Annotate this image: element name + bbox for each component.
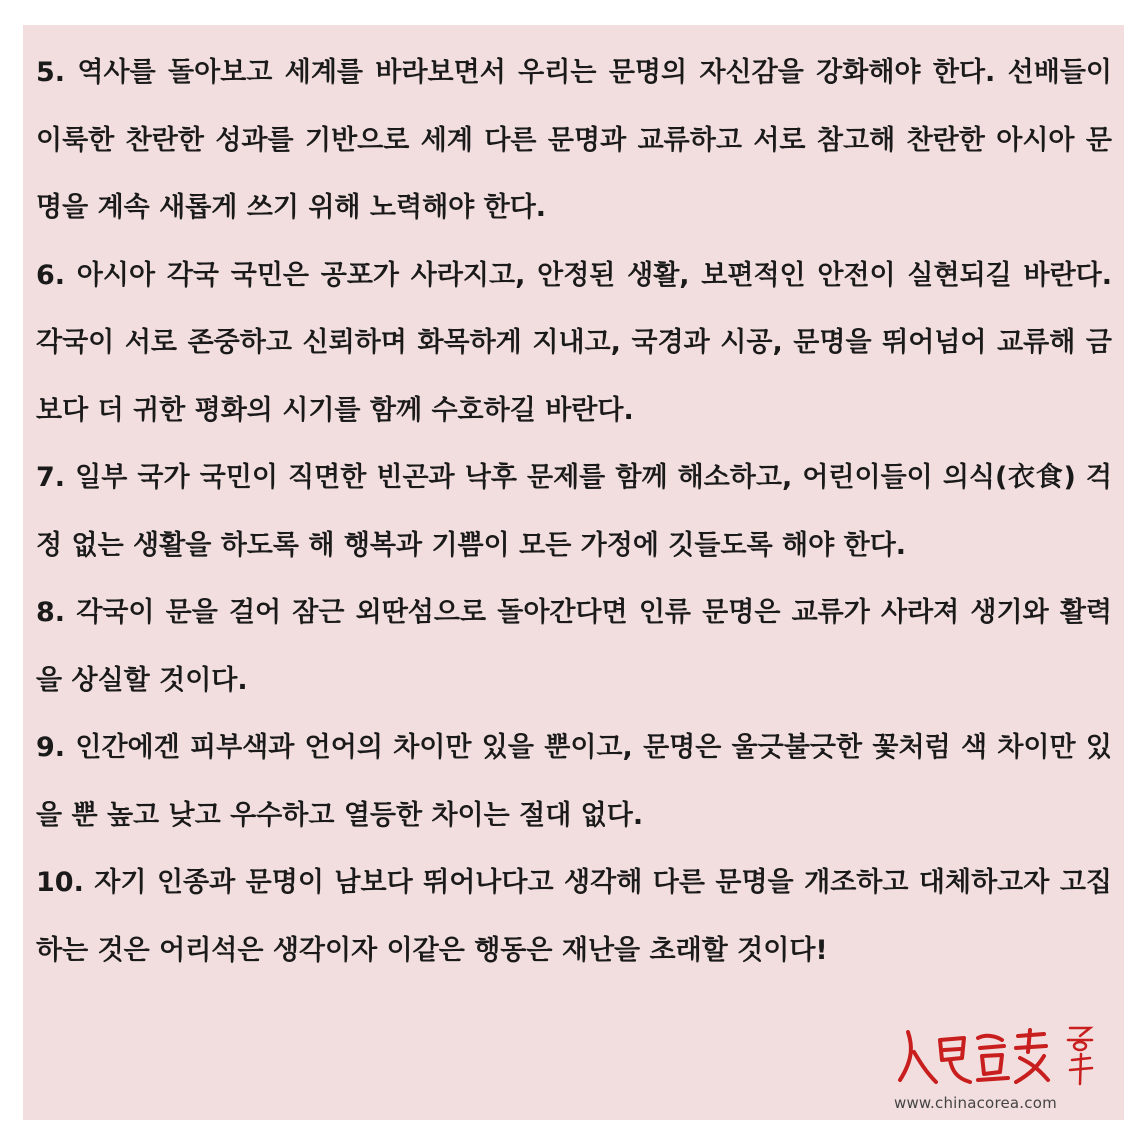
peoples-daily-logo-icon [894,1022,1104,1094]
paragraph-5: 5. 역사를 돌아보고 세계를 바라보면서 우리는 문명의 자신감을 강화해야 한다. 선배들이 이룩한 찬란한 성과를 기반으로 세계 다른 문명과 교류하고 서로 참고해 찬란한 아시아 문명을 계속 새롭게 쓰기 위해 노력해야 한다. [36,57,1112,223]
content-panel [23,25,1124,1120]
watermark-url: www.chinacorea.com [894,1094,1057,1112]
watermark [894,1022,1104,1112]
paragraph-8: 8. 각국이 문을 걸어 잠근 외딴섬으로 돌아간다면 인류 문명은 교류가 사라져 생기와 활력을 상실할 것이다. [36,597,1112,696]
paragraph-7: 7. 일부 국가 국민이 직면한 빈곤과 낙후 문제를 함께 해소하고, 어린이들이 의식(衣食) 걱정 없는 생활을 하도록 해 행복과 기쁨이 모든 가정에 깃들도록 해야 한다. [36,462,1112,561]
article-text [36,39,1112,984]
paragraph-6: 6. 아시아 각국 국민은 공포가 사라지고, 안정된 생활, 보편적인 안전이 실현되길 바란다. 각국이 서로 존중하고 신뢰하며 화목하게 지내고, 국경과 시공, 문명을 뛰어넘어 교류해 금보다 더 귀한 평화의 시기를 함께 수호하길 바란다. [36,259,1112,426]
paragraph-10: 10. 자기 인종과 문명이 남보다 뛰어나다고 생각해 다른 문명을 개조하고 대체하고자 고집하는 것은 어리석은 생각이자 이같은 행동은 재난을 초래할 것이다! [36,867,1112,966]
paragraph-9: 9. 인간에겐 피부색과 언어의 차이만 있을 뿐이고, 문명은 울긋불긋한 꽃처럼 색 차이만 있을 뿐 높고 낮고 우수하고 열등한 차이는 절대 없다. [36,732,1112,831]
